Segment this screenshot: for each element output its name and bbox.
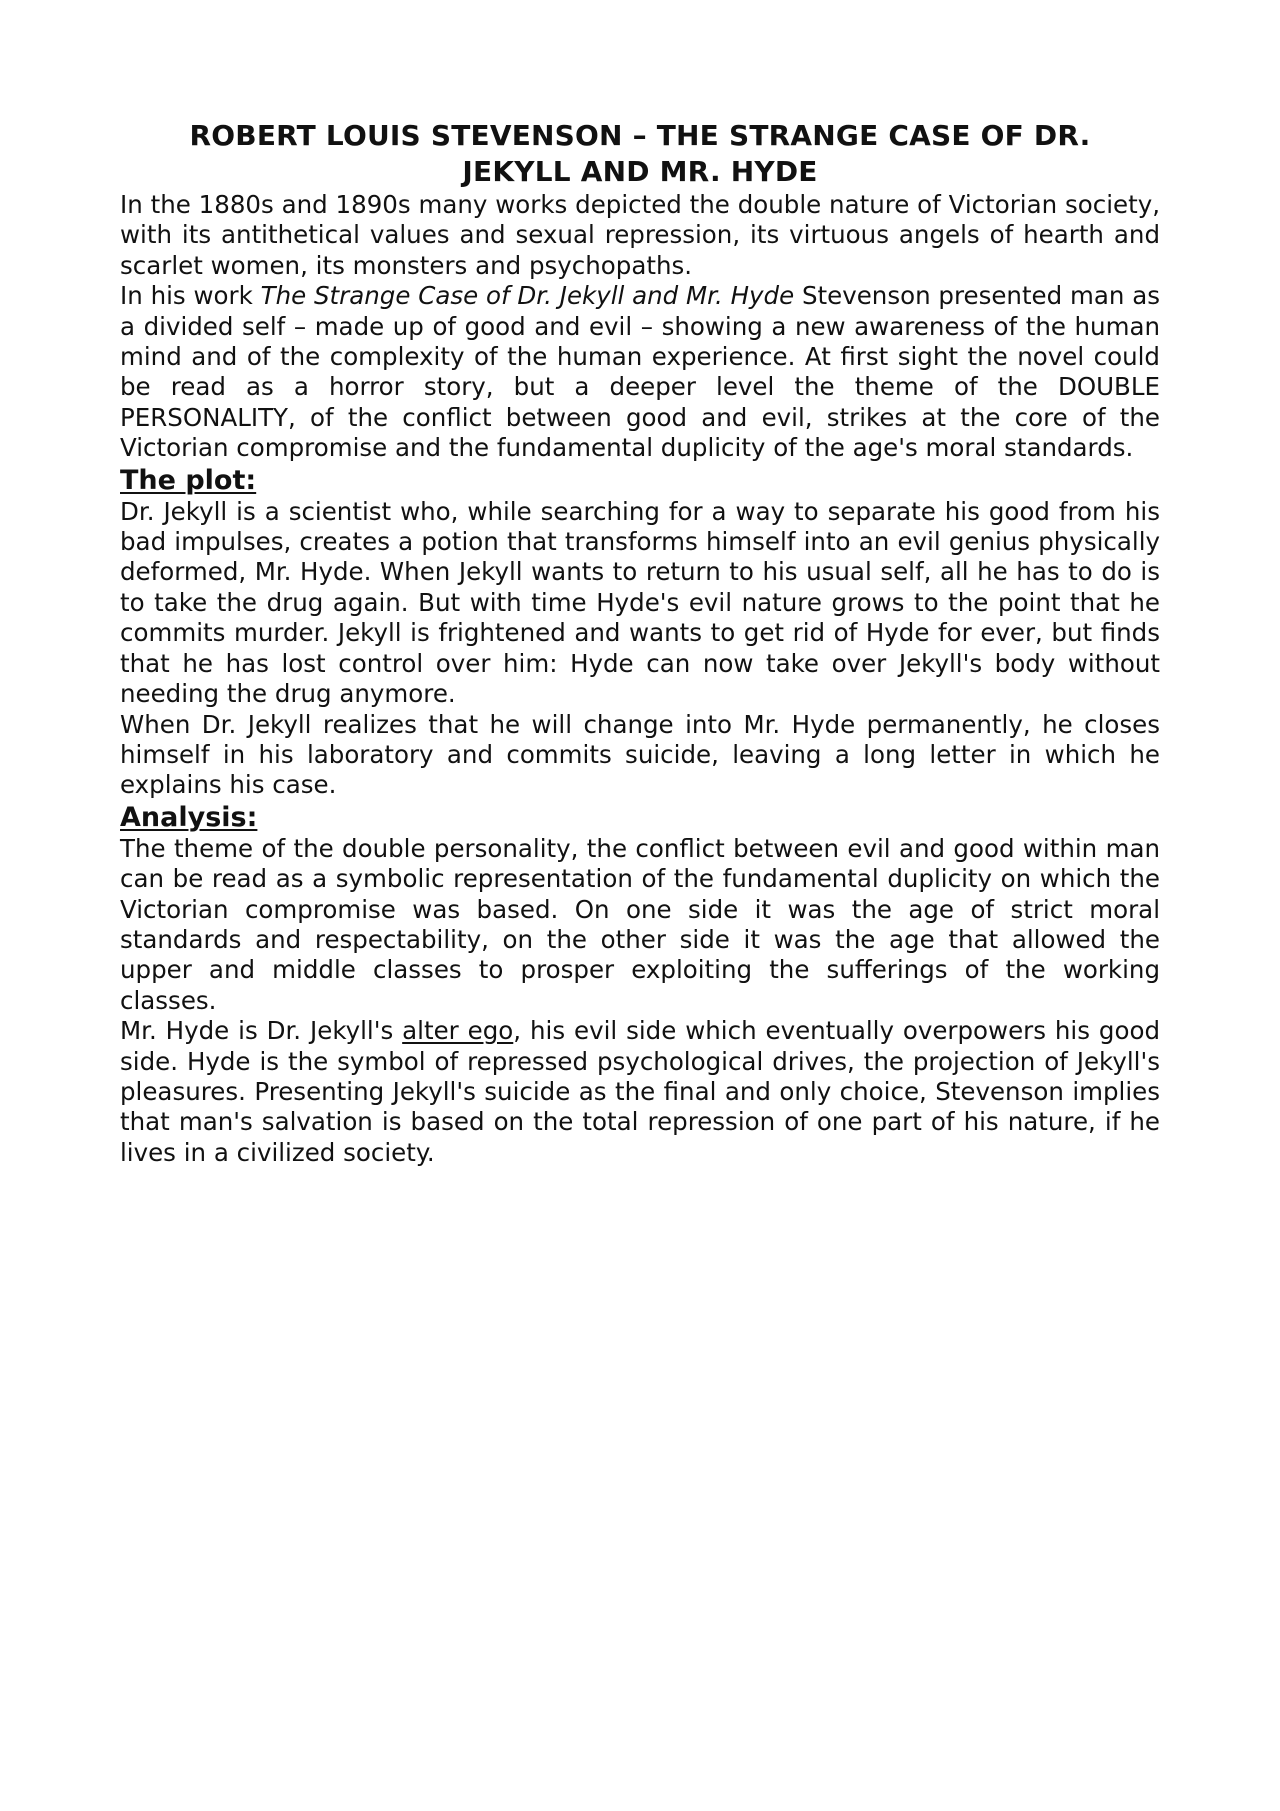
intro-p2-rest: Stevenson presented man as a divided self – made up of good and evil – showing a new awareness of the human mind and of the complexity of the human experience. At first sight the novel could be read as a horror story, but a deeper level the theme of the DOUBLE PERSONALITY, of the conflict between good and evil, strikes at the core of the Victorian compromise and the fundamental duplicity of the age's moral standards. [120,281,1160,463]
intro-p2-lead: In his work [120,281,261,311]
plot-paragraph-2: When Dr. Jekyll realizes that he will change into Mr. Hyde permanently, he closes himself in his laboratory and commits suicide, leaving a long letter in which he explains his case. [120,709,1160,800]
plot-heading: The plot: [120,464,257,496]
plot-paragraph-1: Dr. Jekyll is a scientist who, while searching for a way to separate his good from his bad impulses, creates a potion that transforms himself into an evil genius physically deformed, Mr. Hyde. When Jekyll wants to return to his usual self, all he has to do is to take the drug again. But with time Hyde's evil nature grows to the point that he commits murder. Jekyll is frightened and wants to get rid of Hyde for ever, but finds that he has lost control over him: Hyde can now take over Jekyll's body without needing the drug anymore. [120,496,1160,709]
intro-paragraph-1: In the 1880s and 1890s many works depicted the double nature of Victorian society, with its antithetical values and sexual repression, its virtuous angels of hearth and scarlet women, its monsters and psychopaths. [120,190,1160,280]
novel-title-italic: The Strange Case of Dr. Jekyll and Mr. Hyde [260,281,795,311]
intro-paragraph-2 [120,281,1160,463]
document-page [120,118,1160,1168]
document-title: ROBERT LOUIS STEVENSON – THE STRANGE CASE OF DR. JEKYLL AND MR. HYDE [189,119,1091,188]
analysis-p2-rest: , his evil side which eventually overpowers his good side. Hyde is the symbol of repressed psychological drives, the projection of Jekyll's pleasures. Presenting Jekyll's suicide as the final and only choice, Stevenson implies that man's salvation is based on the total repression of one part of his nature, if he lives in a civilized society. [120,1016,1160,1167]
alter-ego-underlined: alter ego [402,1016,514,1046]
analysis-p2-lead: Mr. Hyde is Dr. Jekyll's [120,1016,403,1046]
analysis-paragraph-2 [120,1016,1160,1168]
analysis-heading: Analysis: [120,801,258,833]
analysis-paragraph-1: The theme of the double personality, the conflict between evil and good within man can be read as a symbolic representation of the fundamental duplicity on which the Victorian compromise was based. On one side it was the age of strict moral standards and respectability, on the other side it was the age that allowed the upper and middle classes to prosper exploiting the sufferings of the working classes. [120,833,1160,1015]
